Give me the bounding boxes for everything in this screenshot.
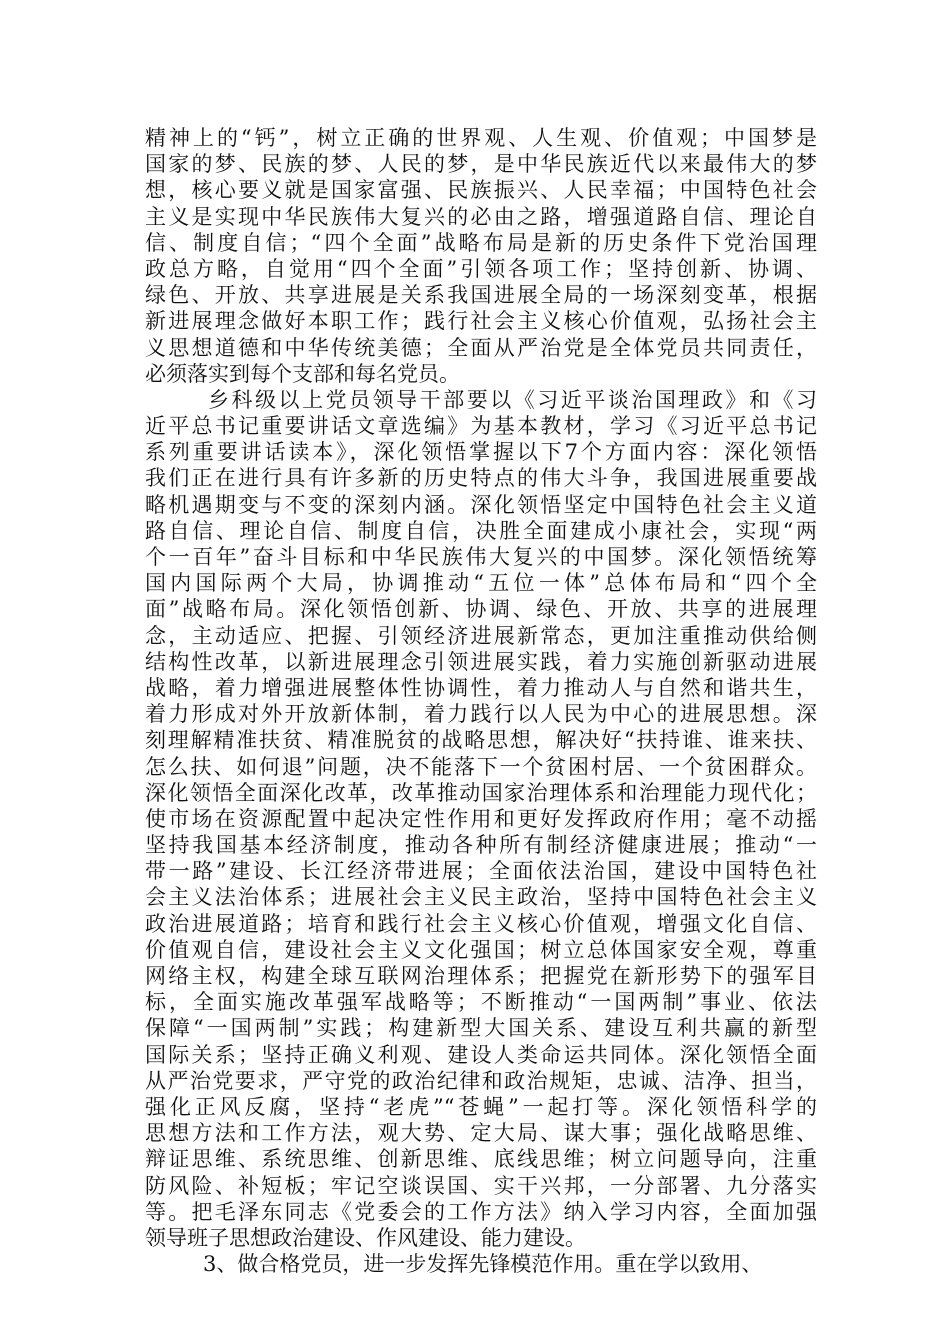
text-line: 精神上的“钙”，树立正确的世界观、人生观、价值观；中国梦是 [145, 126, 817, 150]
text-line: 思想方法和工作方法，观大势、定大局、谋大事；强化战略思维、 [145, 1121, 817, 1146]
text-line: 个一百年”奋斗目标和中华民族伟大复兴的中国梦。深化领悟统筹 [145, 545, 817, 569]
text-line: 政总方略，自觉用“四个全面”引领各项工作；坚持创新、协调、 [145, 256, 817, 281]
text-line: 想，核心要义就是国家富强、民族振兴、人民幸福；中国特色社会 [145, 178, 817, 203]
text-line: 我们正在进行具有许多新的历史特点的伟大斗争，我国进展重要战 [145, 466, 817, 491]
text-line: 会主义法治体系；进展社会主义民主政治，坚持中国特色社会主义 [145, 885, 817, 910]
text-line: 战略，着力增强进展整体性协调性，着力推动人与自然和谐共生， [145, 675, 817, 700]
text-line: 价值观自信，建设社会主义文化强国；树立总体国家安全观，尊重 [145, 937, 817, 962]
text-line: 标，全面实施改革强军战略等；不断推动“一国两制”事业、依法 [145, 990, 817, 1015]
paragraph-p3 [145, 1251, 817, 1277]
text-line: 信、制度自信；“四个全面”战略布局是新的历史条件下党治国理 [145, 230, 817, 255]
text-line: 辩证思维、系统思维、创新思维、底线思维；树立问题导向，注重 [145, 1147, 817, 1172]
paragraph-p1 [145, 125, 817, 387]
text-line: 怎么扶、如何退”问题，决不能落下一个贫困村居、一个贫困群众。 [145, 754, 817, 779]
text-line: 政治进展道路；培育和践行社会主义核心价值观，增强文化自信、 [145, 911, 817, 936]
text-line: 乡科级以上党员领导干部要以《习近平谈治国理政》和《习 [208, 387, 817, 412]
text-line: 网络主权，构建全球互联网治理体系；把握党在新形势下的强军目 [145, 964, 817, 988]
text-line: 领导班子思想政治建设、作风建设、能力建设。 [145, 1225, 586, 1250]
text-line: 结构性改革，以新进展理念引领进展实践，着力实施创新驱动进展 [145, 649, 817, 674]
text-line: 必须落实到每个支部和每名党员。 [145, 361, 460, 386]
text-line: 刻理解精准扶贫、精准脱贫的战略思想，解决好“扶持谁、谁来扶、 [145, 728, 817, 753]
text-line: 等。把毛泽东同志《党委会的工作方法》纳入学习内容，全面加强 [145, 1199, 817, 1224]
text-line: 坚持我国基本经济制度，推动各种所有制经济健康进展；推动“一 [145, 833, 817, 858]
text-line: 路自信、理论自信、制度自信，决胜全面建成小康社会，实现“两 [145, 518, 817, 543]
text-line: 保障“一国两制”实践；构建新型大国关系、建设互利共赢的新型 [145, 1016, 817, 1041]
text-line: 国家的梦、民族的梦、人民的梦，是中华民族近代以来最伟大的梦 [145, 152, 817, 177]
text-line: 系列重要讲话读本》，深化领悟掌握以下7个方面内容：深化领悟 [145, 440, 817, 465]
text-line: 略机遇期变与不变的深刻内涵。深化领悟坚定中国特色社会主义道 [145, 492, 817, 517]
text-line: 着力形成对外开放新体制，着力践行以人民为中心的进展思想。深 [145, 702, 817, 727]
document-body [145, 125, 817, 1277]
text-line: 义思想道德和中华传统美德；全面从严治党是全体党员共同责任， [145, 335, 817, 360]
text-line: 国际关系；坚持正确义利观、建设人类命运共同体。深化领悟全面 [145, 1042, 817, 1067]
text-line: 深化领悟全面深化改革，改革推动国家治理体系和治理能力现代化； [145, 780, 817, 805]
paragraph-p2 [145, 387, 817, 1251]
text-line: 使市场在资源配置中起决定性作用和更好发挥政府作用；毫不动摇 [145, 806, 817, 831]
text-line: 主义是实现中华民族伟大复兴的必由之路，增强道路自信、理论自 [145, 204, 817, 229]
text-line: 面”战略布局。深化领悟创新、协调、绿色、开放、共享的进展理 [145, 597, 817, 622]
text-line: 3、做合格党员，进一步发挥先锋模范作用。重在学以致用、 [203, 1252, 763, 1277]
text-line: 念，主动适应、把握、引领经济进展新常态，更加注重推动供给侧 [145, 623, 817, 648]
text-line: 带一路”建设、长江经济带进展；全面依法治国，建设中国特色社 [145, 859, 817, 884]
text-line: 国内国际两个大局，协调推动“五位一体”总体布局和“四个全 [145, 571, 817, 596]
text-line: 防风险、补短板；牢记空谈误国、实干兴邦，一分部署、九分落实 [145, 1173, 817, 1198]
text-line: 绿色、开放、共享进展是关系我国进展全局的一场深刻变革，根据 [145, 283, 817, 308]
text-line: 近平总书记重要讲话文章选编》为基本教材，学习《习近平总书记 [145, 414, 817, 439]
text-line: 新进展理念做好本职工作；践行社会主义核心价值观，弘扬社会主 [145, 309, 817, 334]
text-line: 从严治党要求，严守党的政治纪律和政治规矩，忠诚、洁净、担当， [145, 1068, 817, 1093]
text-line: 强化正风反腐，坚持“老虎”“苍蝇”一起打等。深化领悟科学的 [145, 1094, 817, 1119]
